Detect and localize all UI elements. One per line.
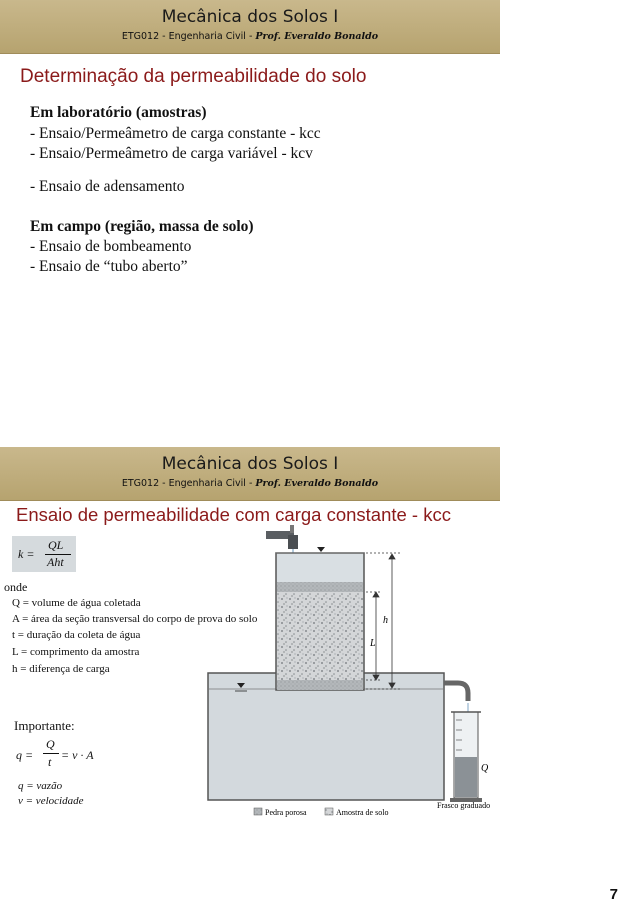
slide2-header-title: Mecânica dos Solos I <box>161 454 339 474</box>
flask-label: Frasco graduado <box>437 801 491 810</box>
water-level-icon <box>317 547 325 552</box>
slide2-header-subtitle: ETG012 - Engenharia Civil - Prof. Everaldo Bonaldo <box>121 478 379 489</box>
q-definition: q = vazão <box>18 780 63 792</box>
slide1-header-subtitle: ETG012 - Engenharia Civil - Prof. Everaldo Bonaldo <box>121 31 379 42</box>
field-heading: Em campo (região, massa de solo) <box>30 218 254 235</box>
onde-label: onde <box>4 580 28 594</box>
porous-stone-bottom <box>277 680 363 690</box>
label-Q: Q <box>481 763 489 774</box>
slide1-title: Determinação da permeabilidade do solo <box>20 66 367 87</box>
lab-item: - Ensaio de adensamento <box>30 178 185 195</box>
slide1-header-title: Mecânica dos Solos I <box>161 7 339 27</box>
page-number: 7 <box>609 886 618 903</box>
lab-item: - Ensaio/Permeâmetro de carga variável - kcv <box>30 145 313 162</box>
permeameter-diagram <box>200 525 500 825</box>
flow-formula-rhs: = v · A <box>61 748 94 762</box>
soil-sample <box>277 592 363 680</box>
formula-lhs: k = <box>18 547 35 561</box>
soil-sample-swatch <box>325 808 333 815</box>
permeability-formula <box>12 536 76 572</box>
slide2-header <box>0 447 500 501</box>
graduated-flask <box>450 712 482 802</box>
field-item: - Ensaio de bombeamento <box>30 238 192 255</box>
diagram-legend <box>254 808 388 817</box>
legend-sample: Amostra de solo <box>336 808 389 817</box>
porous-stone-top <box>277 582 363 592</box>
label-h: h <box>383 615 388 626</box>
slide1-header <box>0 0 500 54</box>
flow-formula-numerator: Q <box>46 737 55 751</box>
importante-label: Importante: <box>14 718 75 733</box>
definition-item: h = diferença de carga <box>12 663 110 675</box>
slide2-title: Ensaio de permeabilidade com carga constante - kcc <box>16 504 451 525</box>
label-L: L <box>370 638 376 649</box>
formula-numerator: QL <box>48 538 64 552</box>
lab-heading: Em laboratório (amostras) <box>30 104 207 121</box>
definition-item: A = área da seção transversal do corpo de prova do solo <box>12 613 258 625</box>
flow-formula-denominator: t <box>48 755 52 769</box>
definition-item: Q = volume de água coletada <box>12 597 141 609</box>
flow-formula <box>16 736 126 776</box>
definition-item: t = duração da coleta de água <box>12 629 141 641</box>
formula-denominator: Aht <box>47 555 64 569</box>
definition-item: L = comprimento da amostra <box>12 646 140 658</box>
v-definition: v = velocidade <box>18 795 84 807</box>
porous-stone-swatch <box>254 808 262 815</box>
flow-formula-lhs: q = <box>16 748 34 762</box>
legend-porous: Pedra porosa <box>265 808 307 817</box>
fraction-bar <box>43 753 59 754</box>
lower-reservoir <box>208 673 444 800</box>
field-item: - Ensaio de “tubo aberto” <box>30 258 188 275</box>
lab-item: - Ensaio/Permeâmetro de carga constante - kcc <box>30 125 321 142</box>
